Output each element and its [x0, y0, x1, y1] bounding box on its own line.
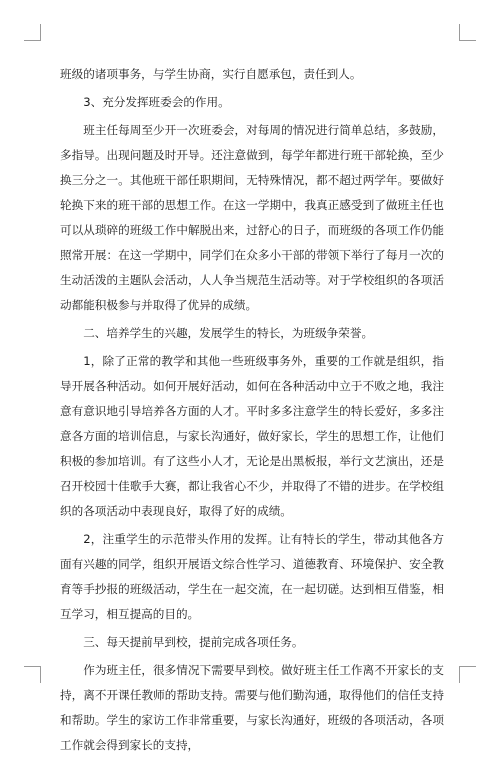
- document-body: [60, 62, 444, 761]
- crop-mark-bottom-left: [24, 666, 41, 683]
- section-heading-two: 二、培养学生的兴趣，发展学生的特长，为班级争荣誉。: [83, 326, 374, 340]
- paragraph-early-arrival: 作为班主任，很多情况下需要早到校。做好班主任工作离不开家长的支持，离不开课任教师的帮助支持。需要与他们勤沟通，取得他们的信任支持和帮助。学生的家访工作非常重要，与家长沟通好，班级的各项活动，各项工作就会得到家长的支持，: [60, 663, 444, 752]
- crop-mark-bottom-right: [459, 666, 476, 683]
- section-heading-three: 三、每天提前早到校，提前完成各项任务。: [83, 635, 304, 649]
- paragraph-activities: 1，除了正常的教学和其他一些班级事务外，重要的工作就是组织，指导开展各种活动。如何开展好活动，如何在各种活动中立于不败之地，我注意有意识地引导培养各方面的人才。平时多多注意学生的特长爱好，多多注意各方面的培训信息，与家长沟通好，做好家长，学生的思想工作，让他们积极的参加培训。有了这些小人才，无论是出黑板报，举行文艺演出，还是召开校园十佳歌手大赛，都让我省心不少，并取得了不错的进步。在学校组织的各项活动中表现良好，取得了好的成绩。: [60, 354, 444, 518]
- paragraph-role-model: 2，注重学生的示范带头作用的发挥。让有特长的学生，带动其他各方面有兴趣的同学，组织开展语文综合性学习、道德教育、环境保护、安全教育等手抄报的班级活动，学生在一起交流，在一起切磋。达到相互借鉴，相互学习，相互提高的目的。: [60, 532, 444, 621]
- paragraph-continuation: 班级的诸项事务，与学生协商，实行自愿承包，责任到人。: [60, 67, 362, 81]
- section-heading-3: 3、充分发挥班委会的作用。: [83, 95, 230, 109]
- crop-mark-top-right: [459, 24, 476, 41]
- paragraph-class-committee: 班主任每周至少开一次班委会，对每周的情况进行简单总结，多鼓励，多指导。出现问题及时开导。还注意做到，每学年都进行班干部轮换，至少换三分之一。其他班干部任职期间，无特殊情况，都不超过两学年。要做好轮换下来的班干部的思想工作。在这一学期中，我真正感受到了做班主任也可以从琐碎的班级工作中解脱出来，过舒心的日子，而班级的各项工作仍能照常开展：在这一学期中，同学们在众多小干部的带领下举行了每月一次的生动活泼的主题队会活动，人人争当规范生活动等。对于学校组织的各项活动都能积极参与并取得了优异的成绩。: [60, 123, 444, 312]
- crop-mark-top-left: [24, 24, 41, 41]
